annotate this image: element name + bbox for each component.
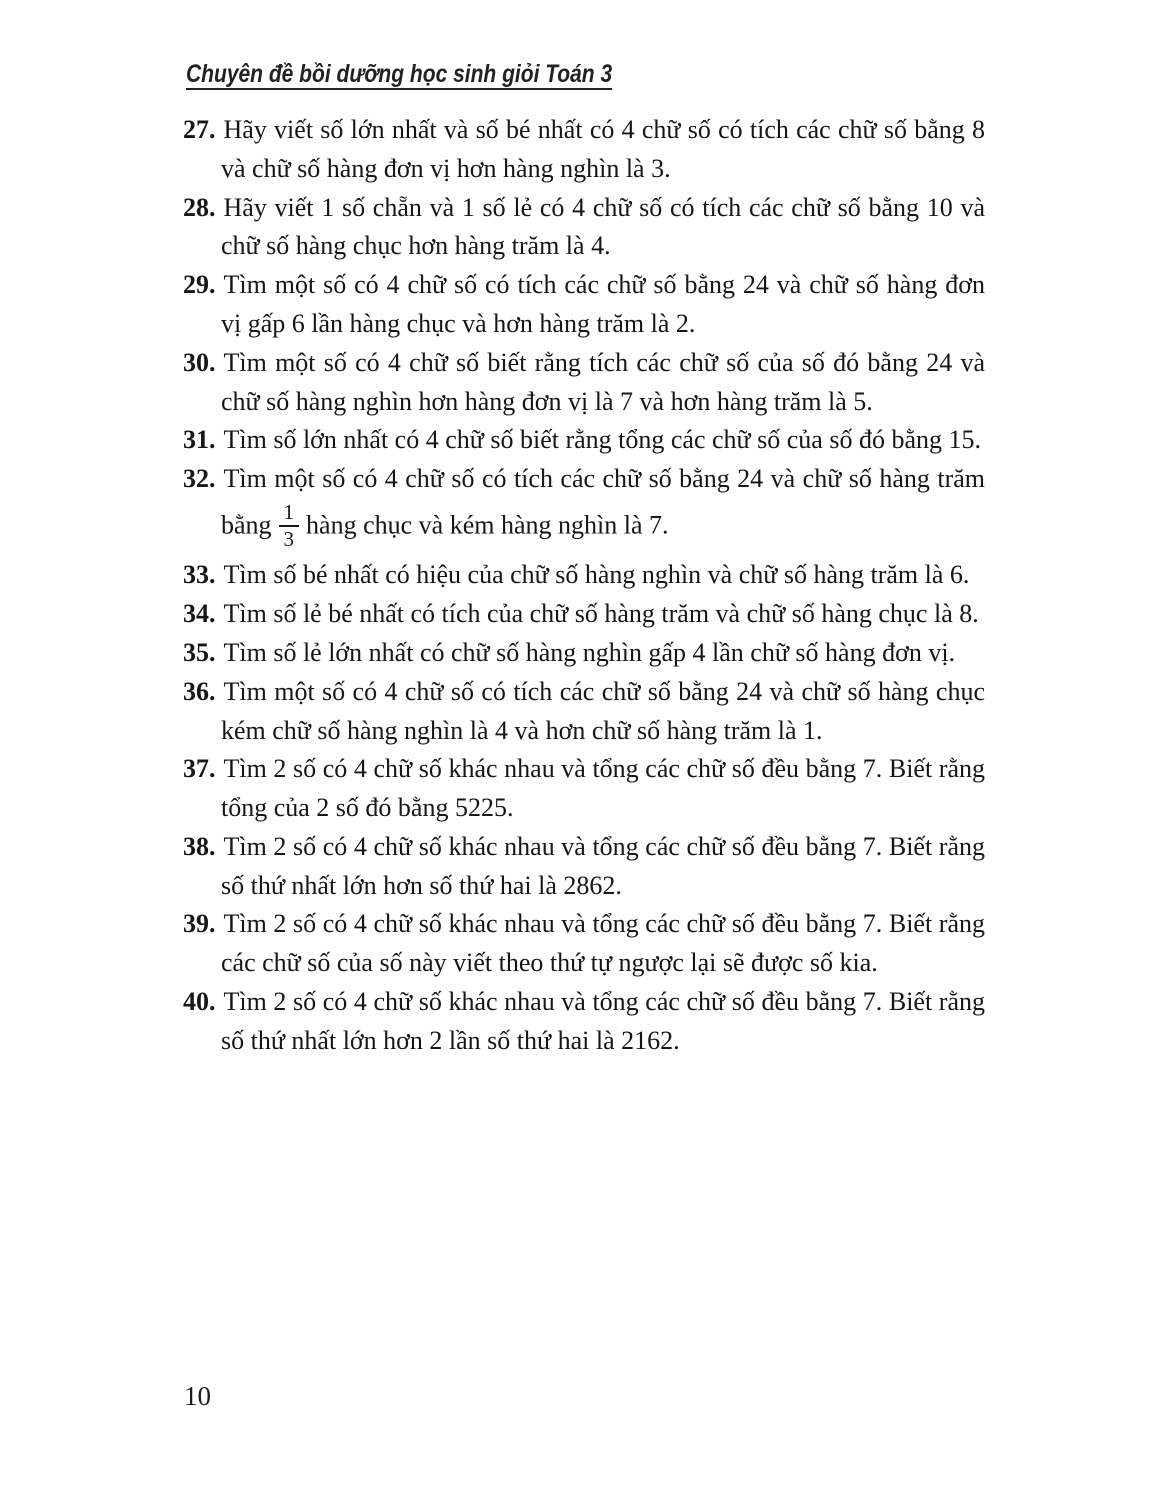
problem-item-39: [183, 905, 985, 983]
problem-text: Tìm 2 số có 4 chữ số khác nhau và tổng các chữ số đều bằng 7. Biết rằng các chữ số của số này viết theo thứ tự ngược lại sẽ được số kia.: [221, 909, 985, 978]
problem-text: Tìm số lẻ bé nhất có tích của chữ số hàng trăm và chữ số hàng chục là 8.: [223, 599, 979, 629]
problem-number: 31.: [183, 425, 216, 455]
problem-item-40: [183, 983, 985, 1061]
problem-text-after-fraction: hàng chục và kém hàng nghìn là 7.: [306, 510, 669, 540]
problem-number: 37.: [183, 754, 216, 784]
problem-number: 29.: [183, 270, 216, 300]
problem-number: 39.: [183, 909, 216, 939]
problem-text: Hãy viết số lớn nhất và số bé nhất có 4 chữ số có tích các chữ số bằng 8 và chữ số hàng đơn vị hơn hàng nghìn là 3.: [221, 115, 985, 183]
problem-number: 32.: [183, 464, 216, 494]
problem-number: 36.: [183, 676, 216, 706]
problem-text: Tìm một số có 4 chữ số biết rằng tích các chữ số của số đó bằng 24 và chữ số hàng nghìn hơn hàng đơn vị là 7 và hơn hàng trăm là 5.: [221, 347, 985, 416]
problem-item-32: [183, 460, 985, 556]
problem-number: 33.: [183, 560, 216, 590]
problem-number: 40.: [183, 987, 216, 1017]
problem-item-34: [183, 595, 985, 634]
problem-number: 28.: [183, 192, 216, 222]
problem-text: Tìm 2 số có 4 chữ số khác nhau và tổng các chữ số đều bằng 7. Biết rằng tổng của 2 số đó bằng 5225.: [221, 754, 985, 823]
page-number: 10: [184, 1381, 211, 1411]
problem-item-33: [183, 556, 985, 595]
problem-item-31: [183, 421, 985, 460]
problem-text: Tìm số lớn nhất có 4 chữ số biết rằng tổng các chữ số của số đó bằng 15.: [223, 425, 981, 455]
problem-item-35: [183, 634, 985, 673]
problem-number: 27.: [183, 115, 216, 144]
problem-item-38: [183, 828, 985, 906]
problem-item-29: [183, 266, 985, 344]
problem-item-37: [183, 750, 985, 828]
problem-item-36: [183, 673, 985, 751]
problem-text: Tìm số bé nhất có hiệu của chữ số hàng nghìn và chữ số hàng trăm là 6.: [223, 560, 970, 590]
fraction-one-third: [279, 501, 300, 550]
problem-item-28: [183, 189, 985, 267]
problem-text-before-fraction: Tìm một số có 4 chữ số có tích các chữ số bằng 24 và chữ số hàng trăm bằng: [221, 464, 985, 540]
problem-text: Tìm một số có 4 chữ số có tích các chữ số bằng 24 và chữ số hàng chục kém chữ số hàng nghìn là 4 và hơn chữ số hàng trăm là 1.: [221, 676, 985, 745]
problem-text: Tìm một số có 4 chữ số có tích các chữ số bằng 24 và chữ số hàng đơn vị gấp 6 lần hàng chục và hơn hàng trăm là 2.: [221, 270, 985, 338]
fraction-numerator: 1: [279, 501, 300, 527]
running-header-title: Chuyên đề bồi dưỡng học sinh giỏi Toán 3: [186, 60, 613, 88]
problem-text: Tìm 2 số có 4 chữ số khác nhau và tổng các chữ số đều bằng 7. Biết rằng số thứ nhất lớn hơn 2 lần số thứ hai là 2162.: [221, 987, 985, 1055]
problem-list: [183, 111, 985, 1061]
problem-text: Tìm số lẻ lớn nhất có chữ số hàng nghìn gấp 4 lần chữ số hàng đơn vị.: [223, 637, 956, 667]
fraction-denominator: 3: [283, 526, 295, 551]
problem-item-27: [183, 111, 985, 189]
problem-number: 34.: [183, 599, 216, 629]
problem-number: 35.: [183, 637, 216, 667]
problem-text: Hãy viết 1 số chẵn và 1 số lẻ có 4 chữ số có tích các chữ số bằng 10 và chữ số hàng chục hơn hàng trăm là 4.: [221, 192, 985, 261]
problem-number: 38.: [183, 831, 216, 861]
problem-text: Tìm 2 số có 4 chữ số khác nhau và tổng các chữ số đều bằng 7. Biết rằng số thứ nhất lớn hơn số thứ hai là 2862.: [221, 831, 985, 900]
problem-number: 30.: [183, 347, 216, 377]
problem-item-30: [183, 344, 985, 422]
